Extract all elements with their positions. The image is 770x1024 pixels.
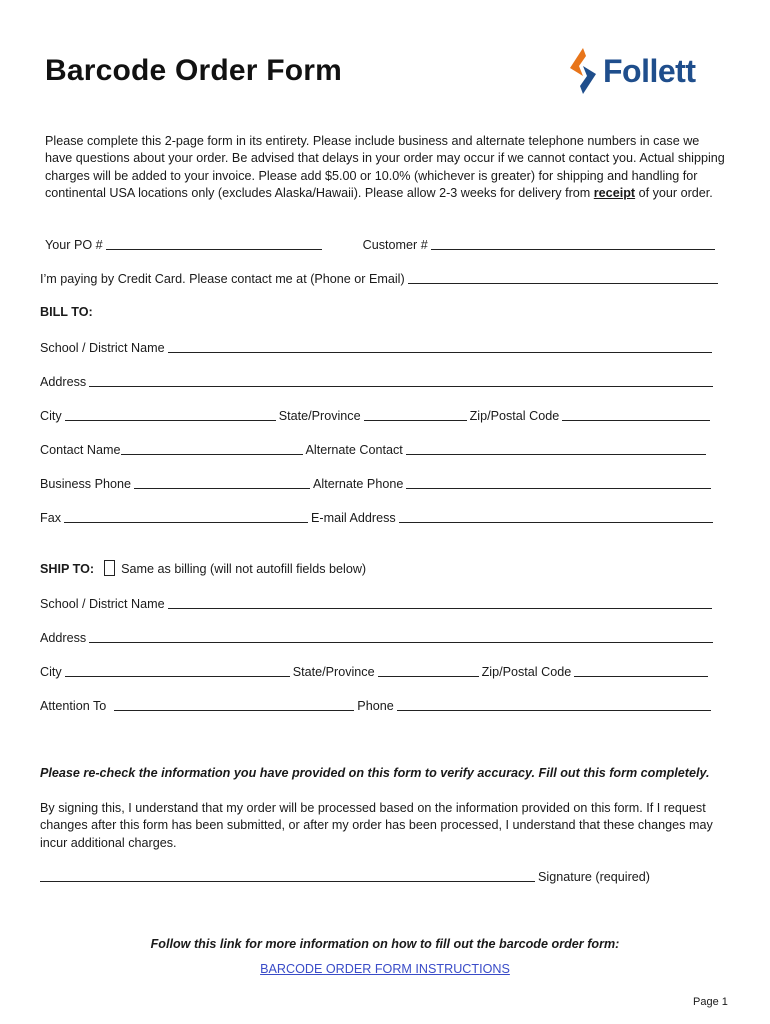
bill-school-label: School / District Name [40,341,165,355]
ship-state-label: State/Province [292,665,375,679]
ship-school-field[interactable] [168,595,712,609]
po-row [45,236,718,252]
bill-contact-row [40,441,709,457]
ship-school-label: School / District Name [40,597,165,611]
po-field[interactable] [106,236,322,250]
ship-address-field[interactable] [89,629,713,643]
follow-link-text: Follow this link for more information on how to fill out the barcode order form: [150,937,620,951]
credit-card-label: I’m paying by Credit Card. Please contact me at (Phone or Email) [40,272,405,286]
page-number: Page 1 [693,996,728,1008]
po-label: Your PO # [45,238,103,252]
bill-address-label: Address [40,375,87,389]
signature-label: Signature (required) [538,870,651,884]
bill-contact-field[interactable] [121,441,303,455]
bill-business-phone-field[interactable] [134,475,310,489]
verify-notice: Please re-check the information you have provided on this form to verify accuracy. Fill out this form completely. [40,766,710,780]
same-as-billing-checkbox[interactable] [104,560,115,576]
bill-alt-contact-field[interactable] [406,441,706,455]
ship-attention-label: Attention To [40,699,107,713]
ship-phone-field[interactable] [397,697,711,711]
bill-zip-field[interactable] [562,407,710,421]
ship-zip-field[interactable] [574,663,708,677]
bill-alt-phone-field[interactable] [406,475,711,489]
same-as-billing-label: Same as billing (will not autofill fields below) [121,562,367,576]
bill-city-row [40,407,713,423]
page-title: Barcode Order Form [45,54,343,87]
ship-city-label: City [40,665,62,679]
bill-zip-label: Zip/Postal Code [469,409,560,423]
instructions-link[interactable]: BARCODE ORDER FORM INSTRUCTIONS [260,962,510,976]
ship-zip-label: Zip/Postal Code [481,665,572,679]
bill-contact-label: Contact Name [40,443,121,457]
follett-logo-mark-icon [566,46,600,96]
bill-fax-field[interactable] [64,509,308,523]
customer-field[interactable] [431,236,715,250]
bill-school-field[interactable] [168,339,712,353]
bill-email-label: E-mail Address [311,511,396,525]
ship-attention-row [40,697,714,713]
ship-phone-label: Phone [357,699,394,713]
bill-to-heading: BILL TO: [40,305,93,319]
ship-to-row [40,560,366,576]
bill-fax-row [40,509,716,525]
ship-city-row [40,663,711,679]
ship-address-label: Address [40,631,87,645]
ship-state-field[interactable] [378,663,479,677]
bill-alt-phone-label: Alternate Phone [313,477,404,491]
credit-card-row [40,270,721,286]
bill-address-field[interactable] [89,373,713,387]
agreement-paragraph: By signing this, I understand that my order will be processed based on the information provided on this form. If I request changes after this form has been submitted, or after my order has been processed, I understand that these changes may incur additional charges. [40,801,713,850]
bill-school-row [40,339,715,355]
signature-row [40,868,650,884]
ship-city-field[interactable] [65,663,290,677]
bill-email-field[interactable] [399,509,713,523]
ship-attention-field[interactable] [114,697,354,711]
customer-label: Customer # [362,238,428,252]
bill-fax-label: Fax [40,511,61,525]
follett-logo [566,44,728,98]
instructions-link-container [0,962,770,976]
bill-state-field[interactable] [364,407,467,421]
logo-wordmark: Follett [603,52,696,89]
bill-address-row [40,373,716,389]
ship-school-row [40,595,715,611]
credit-card-contact-field[interactable] [408,270,718,284]
ship-to-heading: SHIP TO: [40,562,95,576]
receipt-emphasis: receipt [593,185,636,200]
bill-alt-contact-label: Alternate Contact [305,443,403,457]
signature-field[interactable] [40,868,535,882]
ship-address-row [40,629,716,645]
bill-phone-row [40,475,714,491]
bill-city-field[interactable] [65,407,276,421]
bill-business-phone-label: Business Phone [40,477,132,491]
bill-state-label: State/Province [278,409,361,423]
intro-paragraph: Please complete this 2-page form in its entirety. Please include business and alternate telephone numbers in case we have questions about your order. Be advised that delays in your order may occur if we cannot contact you. Actual shipping charges will be added to your invoice. Please add $5.00 or 10.0% (whichever is greater) for shipping and handling for continental USA locations only (excludes Alaska/Hawaii). Please allow 2-3 weeks for delivery from receipt of your order. [45,134,725,200]
bill-city-label: City [40,409,62,423]
